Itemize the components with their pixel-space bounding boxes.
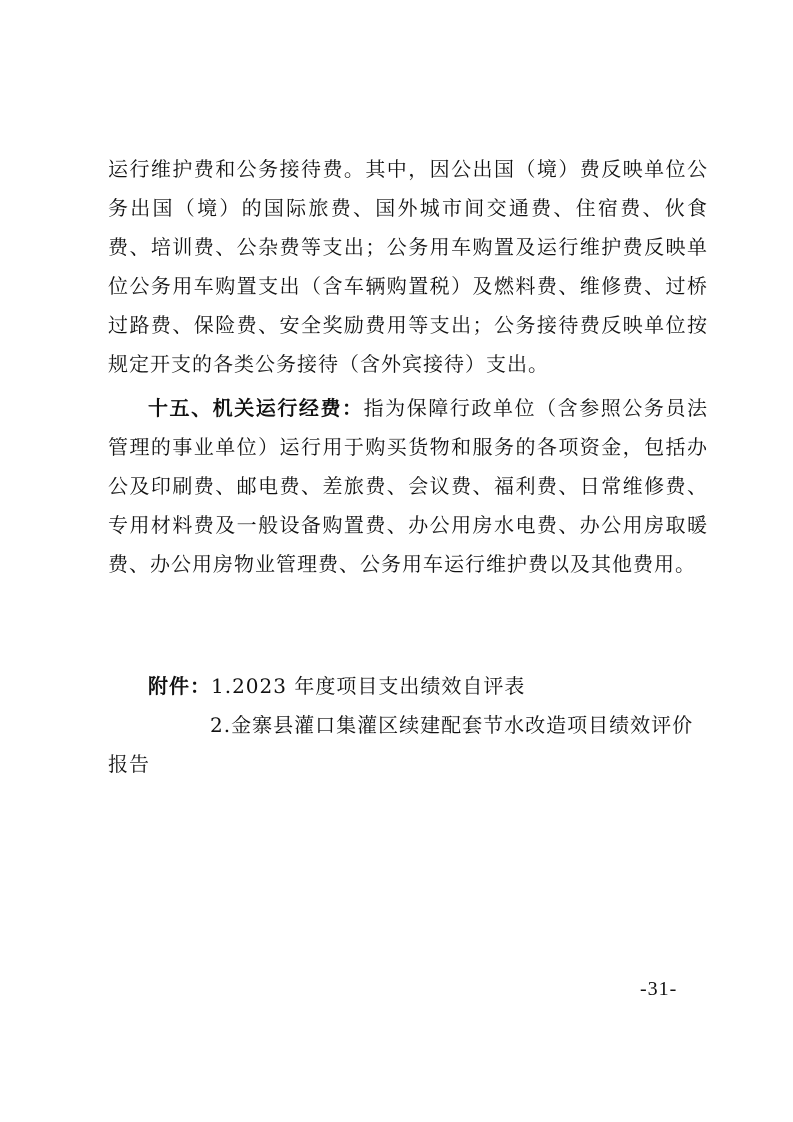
section-heading-fifteen: 十五、机关运行经费： [148, 396, 364, 420]
attachment-1-title: 1.2023 年度项目支出绩效自评表 [211, 674, 526, 698]
attachment-2-title: 2.金寨县灌口集灌区续建配套节水改造项目绩效评价 [210, 713, 694, 737]
attachment-line-1 [108, 667, 708, 706]
attachment-2-title-continued: 报告 [108, 752, 150, 776]
section-fifteen-body: 指为保障行政单位（含参照公务员法管理的事业单位）运行用于购买货物和服务的各项资金，包括办公及印刷费、邮电费、差旅费、会议费、福利费、日常维修费、专用材料费及一般设备购置费、办公用房水电费、办公用房取暖费、办公用房物业管理费、公务用车运行维护费以及其他费用。 [108, 396, 709, 576]
attachments-label: 附件： [148, 674, 211, 698]
page-number: -31- [640, 978, 678, 1000]
paragraph-public-expenses: 运行维护费和公务接待费。其中，因公出国（境）费反映单位公务出国（境）的国际旅费、国外城市间交通费、住宿费、伙食费、培训费、公杂费等支出；公务用车购置及运行维护费反映单位公务用车购置支出（含车辆购置税）及燃料费、维修费、过桥过路费、保险费、安全奖励费用等支出；公务接待费反映单位按规定开支的各类公务接待（含外宾接待）支出。 [108, 157, 708, 376]
paragraph-agency-operating-funds [108, 389, 708, 584]
